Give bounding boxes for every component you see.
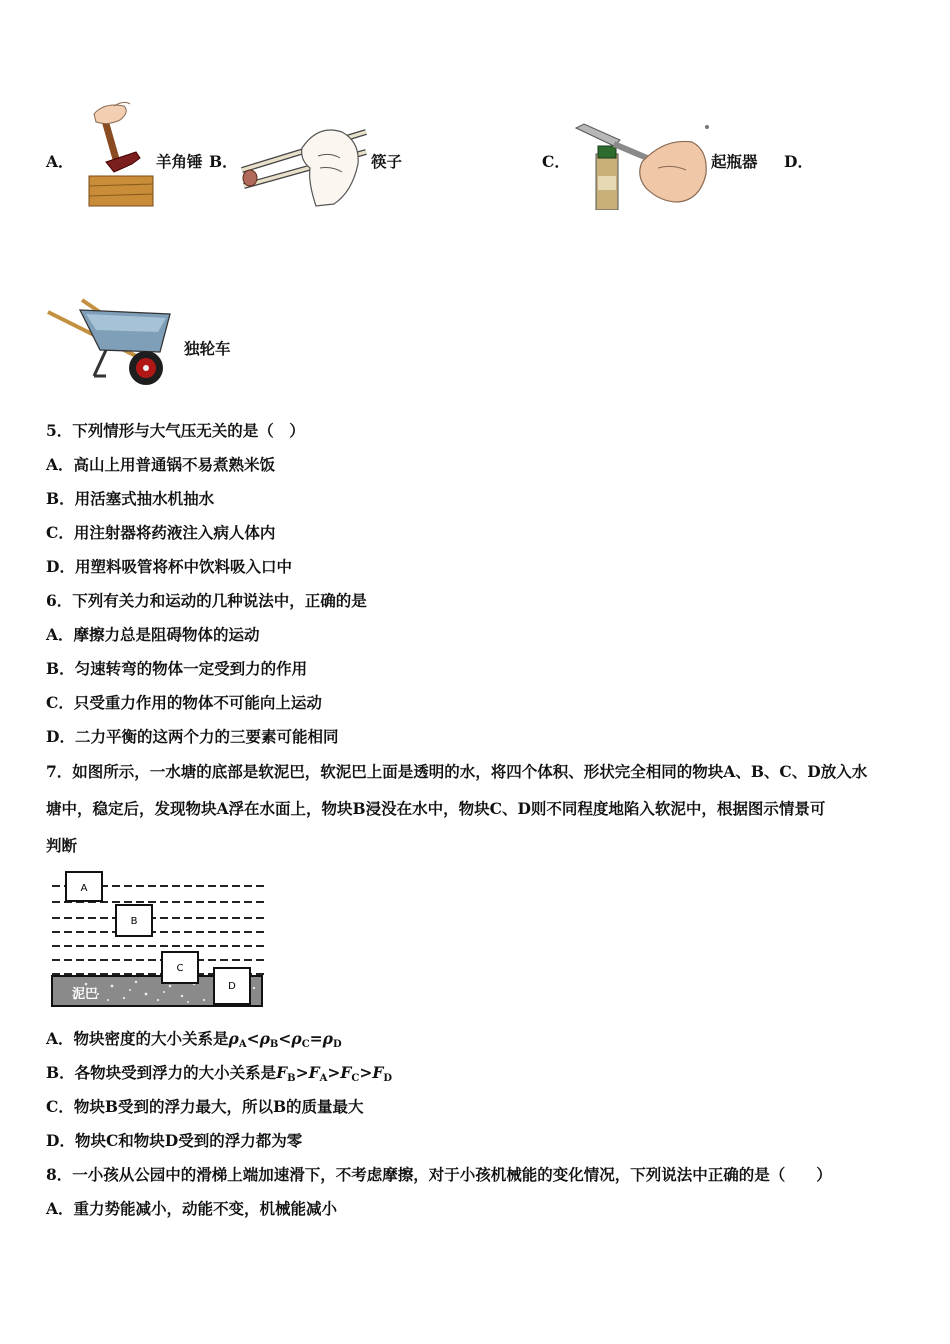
option-d-letter: D．: [784, 152, 813, 171]
question-8-stem: 8．一小孩从公园中的滑梯上端加速滑下，不考虑摩擦，对于小孩机械能的变化情况，下列说法中正确的是（ ）: [46, 1165, 832, 1184]
question-6-option-c: C．只受重力作用的物体不可能向上运动: [46, 693, 322, 712]
wheelbarrow-image: [46, 296, 180, 388]
question-5-option-c: C．用注射器将药液注入病人体内: [46, 523, 276, 542]
question-5-option-a: A．高山上用普通锅不易煮熟米饭: [46, 455, 276, 474]
question-7-option-a: A．物块密度的大小关系是$\rho_A<\rho_B<\rho_C=\rho_D$: [46, 1029, 342, 1050]
question-5-option-b: B．用活塞式抽水机抽水: [46, 489, 215, 508]
option-b-label: 筷子: [371, 152, 403, 171]
question-8-option-a: A．重力势能减小，动能不变，机械能减小: [46, 1199, 338, 1218]
question-7-option-b: B．各物块受到浮力的大小关系是$F_B>F_A>F_C>F_D$: [46, 1063, 393, 1084]
question-6-option-b: B．匀速转弯的物体一定受到力的作用: [46, 659, 308, 678]
option-a-letter: A．: [46, 152, 74, 171]
question-6-option-a: A．摩擦力总是阻碍物体的运动: [46, 625, 260, 644]
block-a-label: A: [80, 883, 88, 894]
question-7-stem-line-2: 塘中，稳定后，发现物块A浮在水面上，物块B浸没在水中，物块C、D则不同程度地陷入软泥中，根据图示情景可: [46, 799, 826, 818]
option-d-label: 独轮车: [184, 339, 231, 358]
option-c-label: 起瓶器: [711, 152, 758, 171]
block-c-label: C: [176, 963, 184, 974]
question-6-option-d: D．二力平衡的这两个力的三要素可能相同: [46, 727, 339, 746]
question-5-option-d: D．用塑料吸管将杯中饮料吸入口中: [46, 557, 292, 576]
mud-label: 泥巴: [72, 987, 99, 1002]
question-7-option-c: C．物块B受到的浮力最大，所以B的质量最大: [46, 1097, 364, 1116]
question-7-option-d: D．物块C和物块D受到的浮力都为零: [46, 1131, 303, 1150]
option-c-letter: C．: [542, 152, 570, 171]
chopsticks-image: [238, 122, 370, 208]
claw-hammer-image: [84, 100, 156, 208]
bottle-opener-image: [574, 122, 712, 210]
question-5-stem: 5．下列情形与大气压无关的是（ ）: [46, 421, 305, 440]
question-6-stem: 6．下列有关力和运动的几种说法中，正确的是: [46, 591, 367, 610]
pond-blocks-figure: [46, 868, 268, 1010]
block-b-label: B: [130, 916, 138, 927]
block-d-label: D: [228, 981, 236, 992]
option-a-label: 羊角锤: [156, 152, 203, 171]
question-7-stem-line-3: 判断: [46, 836, 78, 855]
option-b-letter: B．: [209, 152, 238, 171]
question-7-stem-line-1: 7．如图所示，一水塘的底部是软泥巴，软泥巴上面是透明的水，将四个体积、形状完全相同的物块A、B、C、D放入水: [46, 762, 868, 781]
